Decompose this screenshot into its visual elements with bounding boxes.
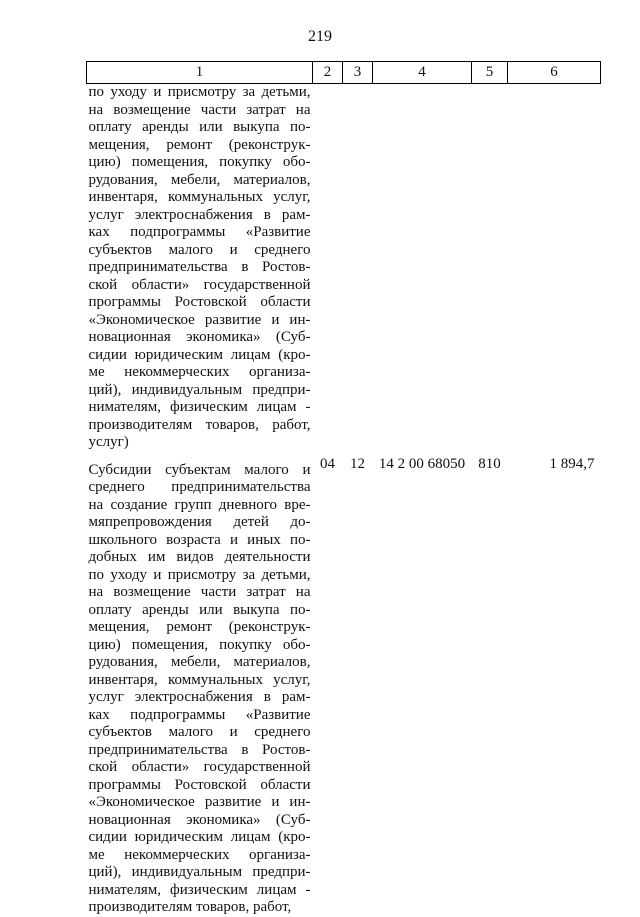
- description-line: ках подпрограммы «Развитие: [88, 706, 311, 723]
- budget-table: [86, 61, 601, 917]
- row-target-article: 14 2 00 68050: [378, 455, 466, 472]
- description-line: ской области» государственной: [88, 276, 311, 293]
- description-line: цию) помещения, покупку обо-: [88, 154, 311, 170]
- description-line: сидии юридическим лицам (кро-: [88, 346, 311, 363]
- description-line: оплату аренды или выкупа по-: [88, 119, 311, 135]
- description-line: новационная экономика» (Суб-: [88, 329, 311, 345]
- header-col-2: 2: [313, 62, 343, 84]
- description-line: рудования, мебели, материалов,: [88, 654, 311, 670]
- description-line: мяпрепровождения детей до-: [88, 514, 311, 530]
- row-amount: [508, 84, 601, 452]
- header-col-5: 5: [472, 62, 508, 84]
- description-line: среднего предпринимательства: [88, 479, 311, 495]
- description-line: ме некоммерческих организа-: [88, 846, 311, 863]
- page-number: 219: [308, 28, 332, 45]
- description-line: сидии юридическим лицам (кро-: [88, 829, 311, 845]
- table-row: [87, 452, 601, 917]
- description-line: субъектов малого и среднего: [88, 724, 311, 740]
- description-line: ках подпрограммы «Развитие: [88, 224, 311, 240]
- description-line: оплату аренды или выкупа по-: [88, 601, 311, 618]
- description-line: субъектов малого и среднего: [88, 241, 311, 258]
- header-row: [87, 62, 601, 84]
- description-line: «Экономическое развитие и ин-: [88, 311, 311, 328]
- description-line: нимателям, физическим лицам -: [88, 881, 311, 898]
- header-col-3: 3: [343, 62, 373, 84]
- description-line: инвентаря, коммунальных услуг,: [88, 189, 311, 205]
- description-line: ций), индивидуальным предпри-: [88, 864, 311, 880]
- description-line: производителям товаров, работ,: [88, 899, 292, 915]
- header-col-4: 4: [373, 62, 472, 84]
- description-line: производителям товаров, работ,: [88, 416, 311, 433]
- description-line: новационная экономика» (Суб-: [88, 811, 311, 828]
- description-line: мещения, ремонт (реконструк-: [88, 619, 311, 635]
- row-subsection-code: [343, 84, 373, 452]
- header-col-6: 6: [508, 62, 601, 84]
- description-line: ций), индивидуальным предпри-: [88, 381, 311, 398]
- row-amount: 1 894,7: [549, 455, 595, 472]
- row-section-code: 04: [320, 455, 335, 472]
- description-line: Субсидии субъектам малого и: [88, 461, 311, 478]
- description-line: программы Ростовской области: [88, 776, 311, 793]
- description-line: на создание групп дневного вре-: [88, 496, 311, 513]
- description-line: по уходу и присмотру за детьми,: [88, 84, 311, 100]
- row-description: [87, 84, 313, 452]
- description-line: на возмещение части затрат на: [88, 584, 311, 600]
- description-line: услуг электроснабжения в рам-: [88, 689, 311, 705]
- description-line: услуг): [88, 434, 129, 450]
- description-line: школьного возраста и иных по-: [88, 531, 311, 548]
- row-description: [87, 452, 313, 917]
- row-section-code: [313, 84, 343, 452]
- description-line: на возмещение части затрат на: [88, 101, 311, 118]
- table-row: [87, 84, 601, 452]
- description-line: цию) помещения, покупку обо-: [88, 636, 311, 653]
- description-line: мещения, ремонт (реконструк-: [88, 136, 311, 153]
- header-col-1: 1: [87, 62, 313, 84]
- description-line: ме некоммерческих организа-: [88, 364, 311, 380]
- description-line: инвентаря, коммунальных услуг,: [88, 671, 311, 688]
- row-expense-type: [472, 84, 508, 452]
- description-line: ской области» государственной: [88, 759, 311, 775]
- description-line: предпринимательства в Ростов-: [88, 259, 311, 275]
- description-line: добных им видов деятельности: [88, 549, 311, 565]
- description-line: «Экономическое развитие и ин-: [88, 794, 311, 810]
- description-line: рудования, мебели, материалов,: [88, 171, 311, 188]
- description-line: нимателям, физическим лицам -: [88, 399, 311, 415]
- description-line: программы Ростовской области: [88, 294, 311, 310]
- row-expense-type: 810: [478, 455, 501, 472]
- row-subsection-code: 12: [350, 455, 365, 472]
- description-line: услуг электроснабжения в рам-: [88, 206, 311, 223]
- description-line: предпринимательства в Ростов-: [88, 741, 311, 758]
- row-target-article: [373, 84, 472, 452]
- description-line: по уходу и присмотру за детьми,: [88, 566, 311, 583]
